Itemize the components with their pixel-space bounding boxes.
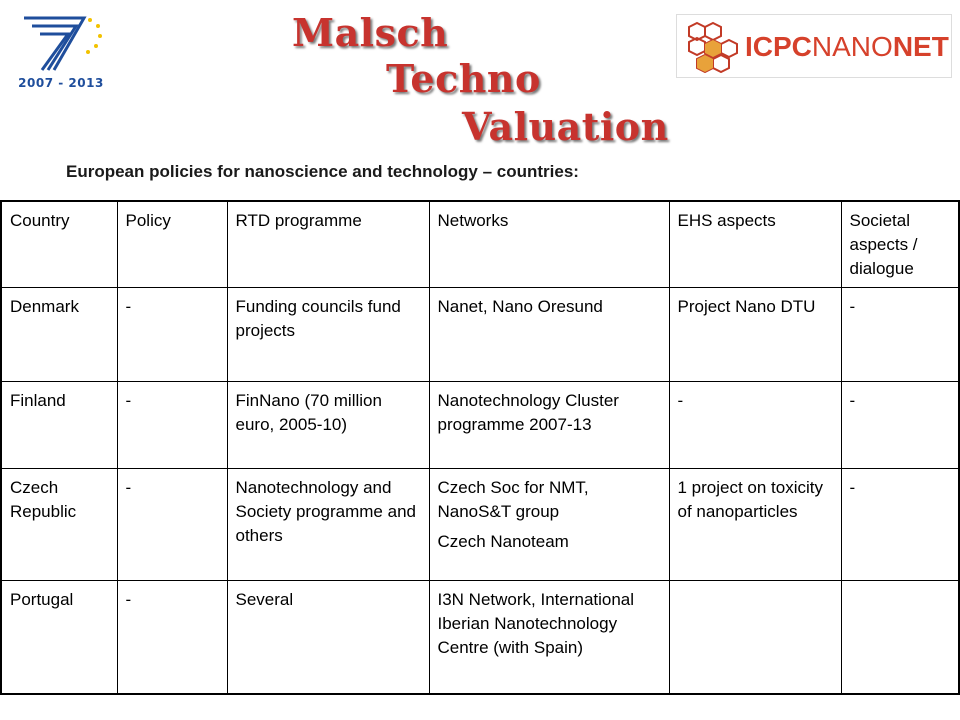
policy-table (0, 200, 960, 695)
network-entry: I3N Network, International Iberian Nanotechnology Centre (with Spain) (437, 590, 635, 657)
cell-policy: - (117, 288, 227, 382)
cell-rtd: Several (227, 581, 429, 694)
table-row (1, 581, 959, 694)
brand-line-malsch: Malsch (292, 10, 449, 55)
fp7-years: 2007 - 2013 (18, 76, 104, 90)
cell-rtd: Funding councils fund projects (227, 288, 429, 382)
header-networks: Networks (429, 201, 669, 288)
cell-rtd: FinNano (70 million euro, 2005-10) (227, 382, 429, 469)
network-entry: Nanet, Nano Oresund (437, 297, 603, 316)
network-entry: Czech Nanoteam (437, 532, 569, 551)
cell-country: Denmark (1, 288, 117, 382)
cell-policy: - (117, 581, 227, 694)
header-ehs-aspects: EHS aspects (669, 201, 841, 288)
header-rtd-programme: RTD programme (227, 201, 429, 288)
table-row (1, 382, 959, 469)
nano-wordmark-part: NANO (811, 31, 893, 62)
header-country: Country (1, 201, 117, 288)
cell-country: Czech Republic (1, 469, 117, 581)
page-subtitle: European policies for nanoscience and technology – countries: (66, 162, 579, 181)
brand-line-techno: Techno (386, 56, 541, 101)
icpc-nanonet-wordmark (745, 31, 949, 63)
cell-ehs: 1 project on toxicity of nanoparticles (669, 469, 841, 581)
cell-ehs (669, 581, 841, 694)
cell-networks (429, 469, 669, 581)
network-entry: Czech Soc for NMT, NanoS&T group (437, 478, 589, 521)
cell-networks (429, 581, 669, 694)
table-header-row (1, 201, 959, 288)
header-societal-aspects: Societal aspects / dialogue (841, 201, 959, 288)
cell-policy: - (117, 382, 227, 469)
net-wordmark-part: NET (892, 31, 949, 62)
cell-societal: - (841, 288, 959, 382)
cell-societal (841, 581, 959, 694)
cell-country: Finland (1, 382, 117, 469)
network-entry: Nanotechnology Cluster programme 2007-13 (437, 391, 619, 434)
cell-ehs: Project Nano DTU (669, 288, 841, 382)
brand-line-valuation: Valuation (462, 104, 669, 149)
cell-ehs: - (669, 382, 841, 469)
cell-societal: - (841, 382, 959, 469)
fp7-logo (14, 12, 108, 96)
cell-networks (429, 288, 669, 382)
cell-societal: - (841, 469, 959, 581)
fp7-seven-icon (14, 12, 108, 74)
cell-rtd: Nanotechnology and Society programme and others (227, 469, 429, 581)
cell-networks (429, 382, 669, 469)
icpc-wordmark-part: ICPC (745, 31, 812, 62)
cell-country: Portugal (1, 581, 117, 694)
hexagon-cluster-icon (683, 21, 739, 73)
header-policy: Policy (117, 201, 227, 288)
icpc-nanonet-logo (676, 14, 952, 78)
cell-policy: - (117, 469, 227, 581)
table-row (1, 469, 959, 581)
table-row (1, 288, 959, 382)
